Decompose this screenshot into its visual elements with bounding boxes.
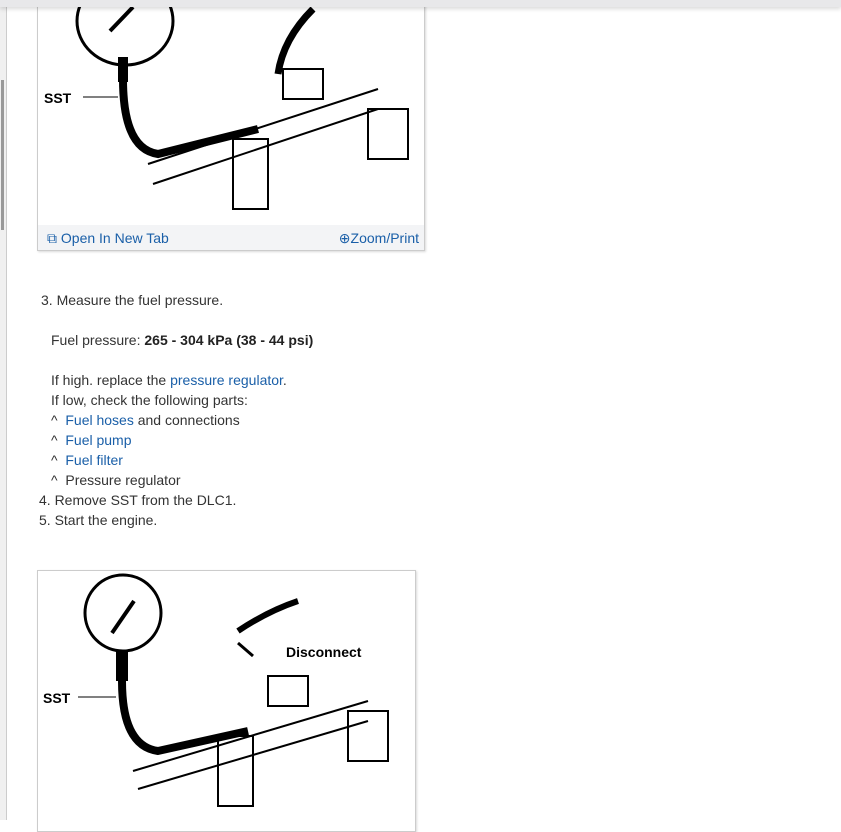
- zoom-in-icon: ⊕: [338, 230, 351, 246]
- browser-top-bar: [0, 0, 841, 7]
- step-5: 5. Start the engine.: [39, 512, 158, 528]
- diagram-illustration: [38, 0, 424, 225]
- figure-fuel-gauge-2: [37, 570, 416, 832]
- list-item: ^ Fuel pump: [51, 432, 132, 448]
- sst-label: SST: [43, 690, 71, 706]
- figure-fuel-gauge-1: [37, 0, 425, 251]
- fuel-pressure-spec: Fuel pressure: 265 - 304 kPa (38 - 44 psi): [51, 332, 314, 348]
- figure-toolbar: [38, 225, 424, 250]
- list-item: ^ Pressure regulator: [51, 472, 181, 488]
- disconnect-label: Disconnect: [286, 644, 362, 660]
- open-tab-icon: ⧉: [47, 230, 57, 246]
- zoom-print-link[interactable]: ⊕Zoom/Print: [338, 230, 419, 246]
- scrollbar[interactable]: [0, 0, 7, 820]
- diagram-illustration: [38, 571, 415, 831]
- step-4: 4. Remove SST from the DLC1.: [39, 492, 237, 508]
- fuel-pump-link[interactable]: Fuel pump: [65, 432, 132, 448]
- fuel-filter-link[interactable]: Fuel filter: [65, 452, 123, 468]
- scrollbar-thumb[interactable]: [1, 80, 4, 230]
- list-item: ^ Fuel filter: [51, 452, 123, 468]
- open-in-new-tab-link[interactable]: ⧉ Open In New Tab: [47, 230, 169, 246]
- step-3: 3. Measure the fuel pressure.: [41, 292, 224, 308]
- instructions: 3. Measure the fuel pressure. Fuel pressure: 265 - 304 kPa (38 - 44 psi) If high. replace the pressure regulator. If low, check the following parts: ^ Fuel hoses and connections ^ Fuel pump ^ Fuel filter ^ Pressure regulator 4. Remove SST from the DLC1. 5. Start the engine.: [39, 292, 314, 528]
- pressure-regulator-link[interactable]: pressure regulator: [170, 372, 283, 388]
- fuel-hoses-link[interactable]: Fuel hoses: [65, 412, 134, 428]
- list-item: ^ Fuel hoses and connections: [51, 412, 240, 428]
- sst-label: SST: [44, 90, 72, 106]
